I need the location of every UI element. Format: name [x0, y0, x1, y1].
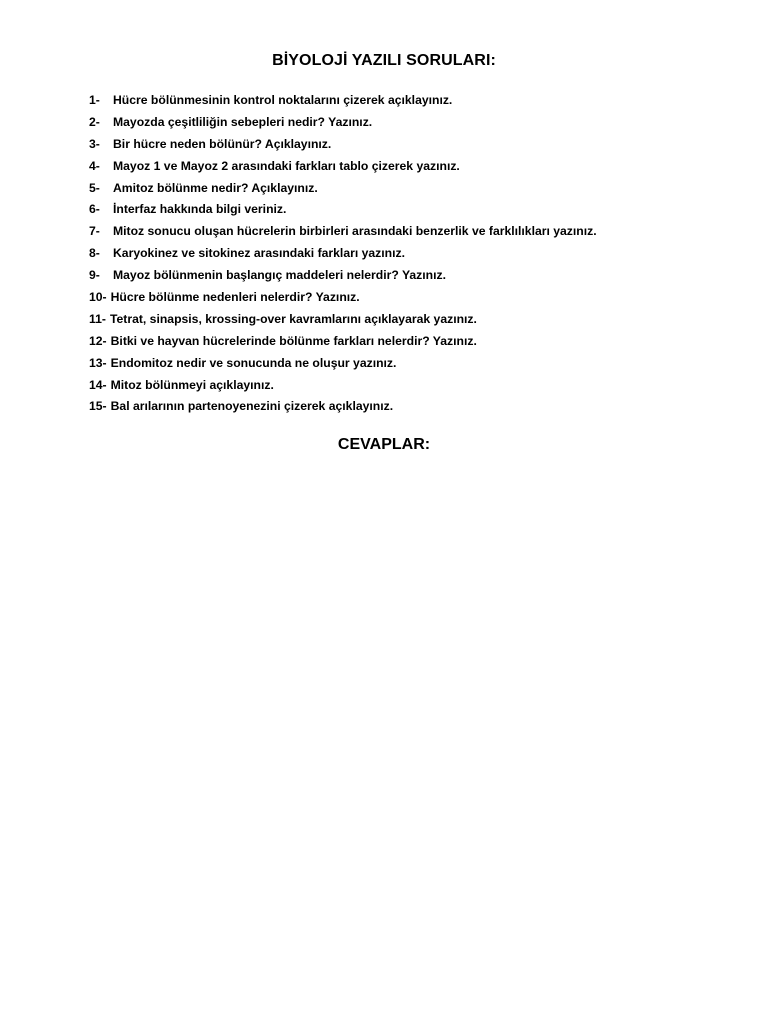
question-text: Mayozda çeşitliliğin sebepleri nedir? Yazınız. [113, 114, 373, 129]
question-number: 9- [89, 268, 100, 283]
question-item [89, 288, 729, 310]
question-number: 7- [89, 224, 100, 239]
question-item [89, 200, 729, 222]
question-number: 14- [89, 377, 107, 392]
question-item [89, 266, 729, 288]
question-text: İnterfaz hakkında bilgi veriniz. [113, 202, 287, 217]
question-item [89, 332, 729, 354]
question-number: 11- [89, 311, 106, 326]
question-number: 13- [89, 355, 107, 370]
question-item [89, 179, 729, 201]
answers-heading: CEVAPLAR: [337, 436, 431, 453]
question-item [89, 310, 729, 332]
question-item [89, 397, 729, 419]
question-number: 1- [89, 93, 100, 107]
question-list [89, 91, 729, 419]
question-number: 6- [89, 202, 100, 217]
question-text: Mayoz 1 ve Mayoz 2 arasındaki farkları tablo çizerek yazınız. [113, 158, 460, 173]
question-number: 15- [89, 399, 107, 414]
question-number: 12- [89, 333, 107, 348]
question-item [89, 91, 729, 113]
question-item [89, 244, 729, 266]
question-text: Bir hücre neden bölünür? Açıklayınız. [113, 136, 332, 151]
question-text: Bal arılarının partenoyenezini çizerek açıklayınız. [110, 399, 394, 414]
question-number: 8- [89, 246, 100, 261]
question-text: Hücre bölünmesinin kontrol noktalarını çizerek açıklayınız. [113, 93, 453, 107]
question-text: Bitki ve hayvan hücrelerinde bölünme farkları nelerdir? Yazınız. [110, 333, 477, 348]
question-item [89, 113, 729, 135]
question-item [89, 354, 729, 376]
question-text: Amitoz bölünme nedir? Açıklayınız. [113, 180, 318, 195]
question-item [89, 157, 729, 179]
question-text: Tetrat, sinapsis, krossing-over kavramlarını açıklayarak yazınız. [109, 311, 477, 326]
question-text: Mitoz sonucu oluşan hücrelerin birbirleri arasındaki benzerlik ve farklılıkları yazınız. [113, 224, 597, 239]
question-text: Mitoz bölünmeyi açıklayınız. [110, 377, 274, 392]
question-item [89, 222, 729, 244]
question-text: Endomitoz nedir ve sonucunda ne oluşur yazınız. [110, 355, 397, 370]
question-item [89, 376, 729, 398]
question-item [89, 135, 729, 157]
question-number: 4- [89, 158, 100, 173]
question-number: 5- [89, 180, 100, 195]
question-number: 10- [89, 290, 107, 305]
question-number: 3- [89, 136, 100, 151]
page-title: BİYOLOJİ YAZILI SORULARI: [272, 52, 496, 69]
question-text: Mayoz bölünmenin başlangıç maddeleri nelerdir? Yazınız. [113, 268, 446, 283]
question-text: Hücre bölünme nedenleri nelerdir? Yazınız. [110, 290, 360, 305]
question-number: 2- [89, 114, 100, 129]
question-text: Karyokinez ve sitokinez arasındaki farkları yazınız. [113, 246, 405, 261]
